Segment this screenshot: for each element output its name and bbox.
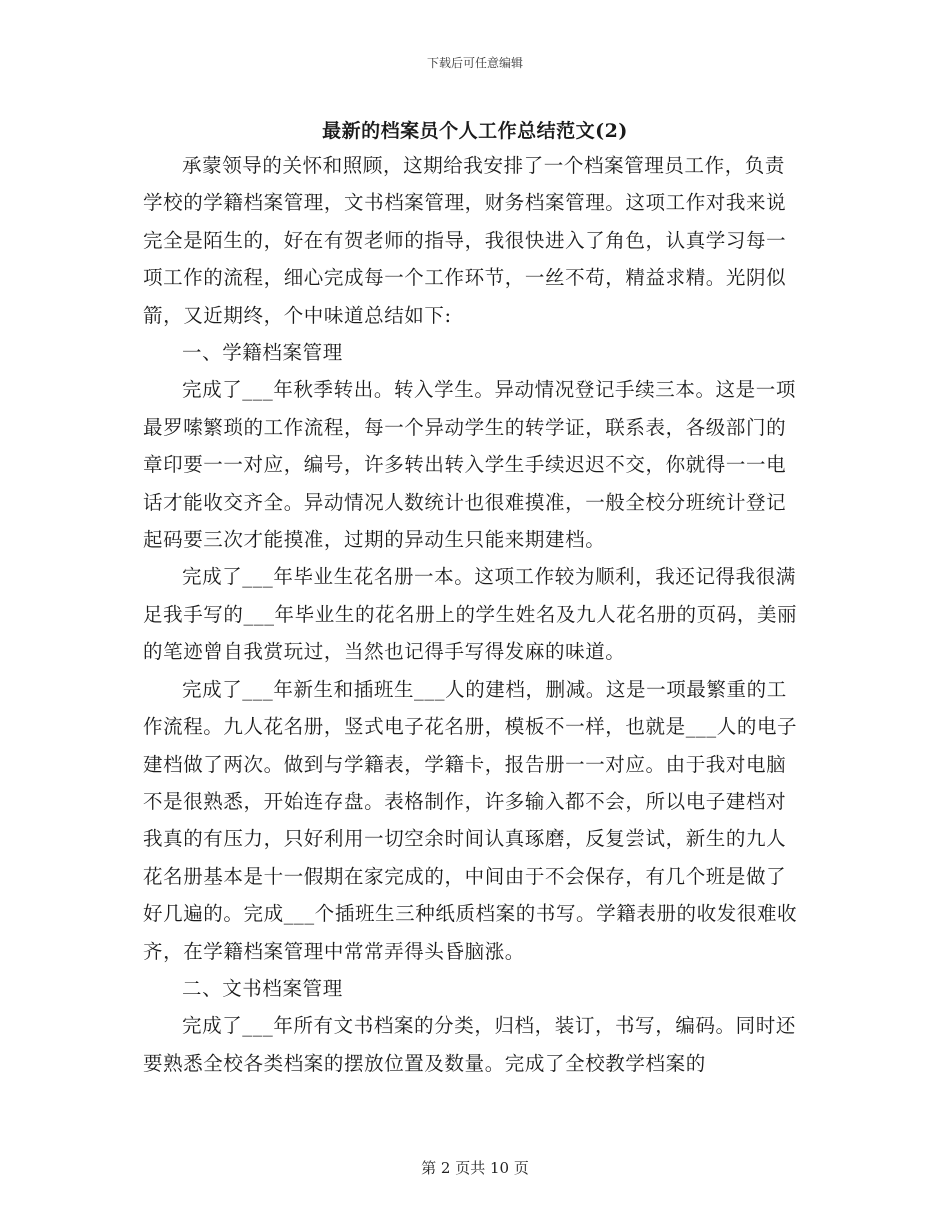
document-title: 最新的档案员个人工作总结范文(2) [322,120,628,142]
paragraph: 完成了___年秋季转出。转入学生。异动情况登记手续三本。这是一项最罗嗦繁琐的工作流程，每一个异动学生的转学证，联系表，各级部门的章印要一一对应，编号，许多转出转入学生手续迟迟不交，你就得一一电话才能收交齐全。异动情况人数统计也很难摸准，一般全校分班统计登记起码要三次才能摸准，过期的异动生只能来期建档。 [143,378,796,552]
paragraph-intro: 承蒙领导的关怀和照顾，这期给我安排了一个档案管理员工作，负责学校的学籍档案管理，文书档案管理，财务档案管理。这项工作对我来说完全是陌生的，好在有贺老师的指导，我很快进入了角色，认真学习每一项工作的流程，细心完成每一个工作环节，一丝不苟，精益求精。光阴似箭，又近期终，个中味道总结如下: [143,154,787,327]
page-footer: 第 2 页共 10 页 [421,1159,529,1177]
header-note: 下载后可任意编辑 [426,56,523,70]
section-heading-2: 二、文书档案管理 [182,976,343,1000]
document-body [143,147,803,1082]
paragraph: 完成了___年毕业生花名册一本。这项工作较为顺利，我还记得我很满足我手写的___年毕业生的花名册上的学生姓名及九人花名册的页码，美丽的笔迹曾自我赏玩过，当然也记得手写得发麻的味道。 [143,565,798,664]
paragraph: 完成了___年新生和插班生___人的建档，删减。这是一项最繁重的工作流程。九人花名册，竖式电子花名册，模板不一样，也就是___人的电子建档做了两次。做到与学籍表，学籍卡，报告册一一对应。由于我对电脑不是很熟悉，开始连存盘。表格制作，许多输入都不会，所以电子建档对我真的有压力，只好利用一切空余时间认真琢磨，反复尝试，新生的九人花名册基本是十一假期在家完成的，中间由于不会保存，有几个班是做了好几遍的。完成___个插班生三种纸质档案的书写。学籍表册的收发很难收齐，在学籍档案管理中常常弄得头昏脑涨。 [143,677,798,963]
section-heading-1: 一、学籍档案管理 [182,341,343,365]
paragraph: 完成了___年所有文书档案的分类，归档，装订，书写，编码。同时还要熟悉全校各类档案的摆放位置及数量。完成了全校教学档案的 [143,1014,796,1075]
